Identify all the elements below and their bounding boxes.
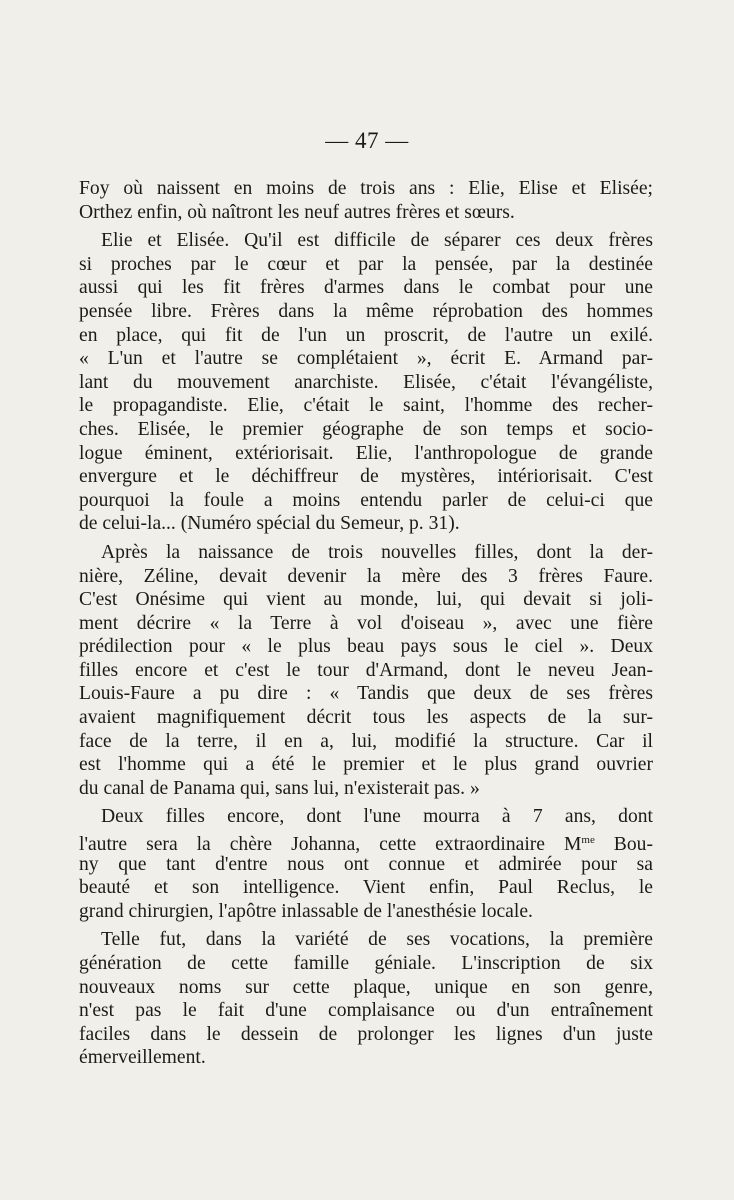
- text-segment: l'autre sera la chère Johanna, cette extraordinaire M: [79, 834, 582, 856]
- text-line: ches. Elisée, le premier géographe de son temps et socio-: [79, 418, 653, 440]
- text-line: beauté et son intelligence. Vient enfin, Paul Reclus, le: [79, 877, 653, 899]
- paragraph-2: [79, 229, 653, 536]
- body-text: [79, 177, 653, 1075]
- text-line: filles encore et c'est le tour d'Armand, dont le neveu Jean-: [79, 659, 653, 681]
- text-line: grand chirurgien, l'apôtre inlassable de l'anesthésie locale.: [79, 900, 533, 922]
- text-line: pourquoi la foule a moins entendu parler de celui-ci que: [79, 489, 653, 511]
- paragraph-1: [79, 177, 653, 224]
- text-line: nière, Zéline, devait devenir la mère des 3 frères Faure.: [79, 565, 653, 587]
- text-line: émerveillement.: [79, 1047, 206, 1069]
- text-line: logue éminent, extériorisait. Elie, l'anthropologue de grande: [79, 442, 653, 464]
- text-line: Après la naissance de trois nouvelles filles, dont la der-: [101, 541, 653, 563]
- text-line: faciles dans le dessein de prolonger les lignes d'un juste: [79, 1023, 653, 1045]
- text-line: lant du mouvement anarchiste. Elisée, c'était l'évangéliste,: [79, 371, 653, 393]
- text-line: Foy où naissent en moins de trois ans : Elie, Elise et Elisée;: [79, 178, 653, 199]
- text-line: Telle fut, dans la variété de ses vocations, la première: [101, 929, 653, 951]
- text-line: de celui-la... (Numéro spécial du Semeur, p. 31).: [79, 513, 460, 535]
- page-number: — 47 —: [325, 128, 409, 153]
- paragraph-4: [79, 805, 653, 923]
- text-line: Louis-Faure a pu dire : « Tandis que deux de ses frères: [79, 683, 653, 705]
- text-line: Orthez enfin, où naîtront les neuf autres frères et sœurs.: [79, 201, 515, 223]
- text-line: aussi qui les fit frères d'armes dans le combat pour une: [79, 277, 653, 299]
- text-line: ny que tant d'entre nous ont connue et admirée pour sa: [79, 853, 653, 875]
- paragraph-5: [79, 928, 653, 1070]
- text-line: « L'un et l'autre se complétaient », écrit E. Armand par-: [79, 348, 653, 370]
- text-line: envergure et le déchiffreur de mystères, intériorisait. C'est: [79, 466, 653, 488]
- text-line: Deux filles encore, dont l'une mourra à 7 ans, dont: [101, 806, 653, 828]
- text-line: [79, 829, 653, 856]
- text-line: en place, qui fit de l'un un proscrit, de l'autre un exilé.: [79, 324, 653, 346]
- text-line: Elie et Elisée. Qu'il est difficile de séparer ces deux frères: [101, 230, 653, 252]
- text-line: avaient magnifiquement décrit tous les aspects de la sur-: [79, 707, 653, 729]
- text-line: prédilection pour « le plus beau pays sous le ciel ». Deux: [79, 636, 653, 658]
- text-line: génération de cette famille géniale. L'inscription de six: [79, 953, 653, 974]
- text-line: est l'homme qui a été le premier et le plus grand ouvrier: [79, 754, 653, 776]
- paragraph-3: [79, 541, 653, 801]
- text-segment: Bou-: [594, 834, 653, 856]
- text-line: n'est pas le fait d'une complaisance ou d'un entraînement: [79, 1000, 653, 1022]
- text-line: si proches par le cœur et par la pensée, par la destinée: [79, 253, 653, 275]
- text-line: face de la terre, il en a, lui, modifié la structure. Car il: [79, 730, 653, 752]
- superscript: me: [581, 834, 595, 847]
- text-line: le propagandiste. Elie, c'était le saint, l'homme des recher-: [79, 395, 653, 417]
- text-line: nouveaux noms sur cette plaque, unique en son genre,: [79, 976, 653, 998]
- text-line: C'est Onésime qui vient au monde, lui, qui devait si joli-: [79, 589, 653, 611]
- text-line: du canal de Panama qui, sans lui, n'existerait pas. »: [79, 777, 480, 799]
- text-line: ment décrire « la Terre à vol d'oiseau », avec une fière: [79, 612, 653, 634]
- text-line: pensée libre. Frères dans la même réprobation des hommes: [79, 300, 653, 322]
